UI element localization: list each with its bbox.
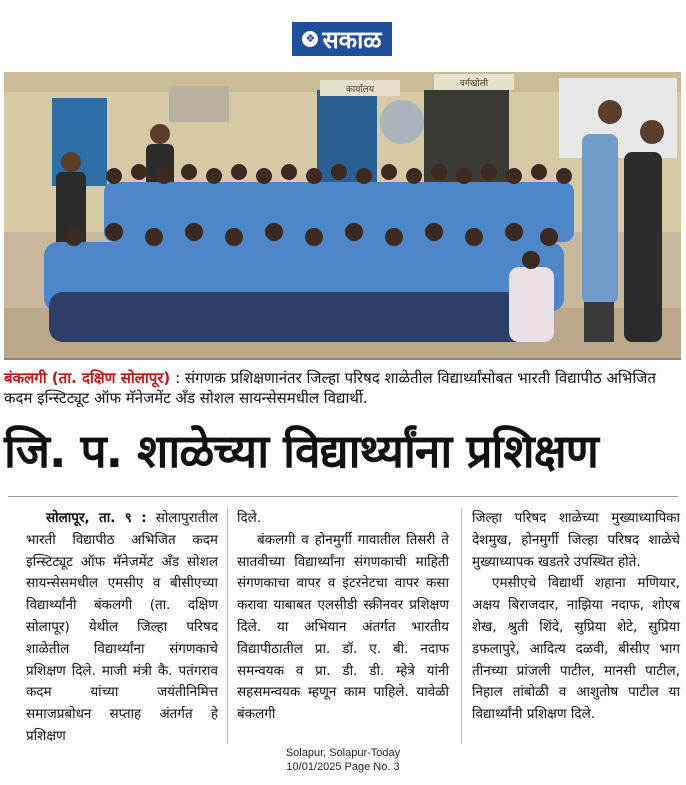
article-text-col2-continued: दिले.: [237, 510, 262, 526]
dateline: सोलापूर, ता. ९ :: [46, 510, 147, 526]
caption-text: : संगणक प्रशिक्षणानंतर जिल्हा परिषद शाळेतील विद्यार्थ्यांसोबत भारती विद्यापीठ अभिजित कदम इन्स्टिट्यूट ऑफ मॅनेजमेंट अँड सोशल सायन्सेसमधील विद्यार्थी.: [4, 369, 656, 407]
newspaper-masthead: [292, 22, 392, 56]
headline: जि. प. शाळेच्या विद्यार्थ्यांना प्रशिक्षण: [4, 424, 598, 478]
article-text-col2: बंकलगी व होनमुर्गी गावातील तिसरी ते सातवीच्या विद्यार्थ्यांना संगणकाची माहिती संगणकाचा वापर व इंटरनेटचा वापर कसा करावा याबाबत एलसीडी स्क्रीनवर प्रशिक्षण दिले. या अभियान अंतर्गत भारतीय विद्यापीठातील प्रा. डॉ. ए. बी. नदाफ समन्वयक व प्रा. डी. डी. म्हेत्रे यांनी सहसमन्वयक म्हणून काम पाहिले. यावेळी बंकलगी: [237, 531, 449, 723]
photo-caption: [4, 368, 680, 408]
headline-divider: [8, 496, 678, 497]
article-column-3: [472, 508, 680, 726]
masthead-name: सकाळ: [322, 25, 382, 54]
wall-sign-left: कार्यालय: [345, 85, 375, 95]
column-divider: [461, 508, 462, 744]
article-column-1: [26, 508, 218, 748]
page-footer: [0, 746, 686, 774]
article-text-col3-continued: जिल्हा परिषद शाळेच्या मुख्याध्यापिका देशमुख, होनमुर्गी जिल्हा परिषद शाळेचे मुख्याध्यापक खडतरे उपस्थित होते.: [472, 510, 680, 570]
article-text-col1: सोलापुरातील भारती विद्यापीठ अभिजित कदम इन्स्टिट्यूट ऑफ मॅनेजमेंट अँड सोशल सायन्सेसमधील एमसीए व बीसीएच्या विद्यार्थ्यांनी बंकलगी (ता. दक्षिण सोलापूर) येथील जिल्हा परिषद शाळेतील विद्यार्थ्यांना संगणकाचे प्रशिक्षण दिले. माजी मंत्री कै. पतंगराव कदम यांच्या जयंतीनिमित्त समाजप्रबोधन सप्ताह अंतर्गत हे प्रशिक्षण: [26, 510, 218, 744]
wall-sign-right: वर्गखोली: [459, 79, 489, 89]
footer-date-page: 10/01/2025 Page No. 3: [286, 761, 400, 773]
footer-edition: Solapur, Solapur-Today: [285, 747, 401, 759]
column-divider: [227, 508, 228, 744]
article-text-col3: एमसीएचे विद्यार्थी शहाना मणियार, अक्षय बिराजदार, नाझिया नदाफ, शोएब शेख, श्रुती शिंदे, सुप्रिया शेटे, सुप्रिया डफलापुरे, आदित्य दळवी, बीसीए भाग तीनच्या प्रांजली पाटील, मानसी पाटील, निहाल तांबोळी व आशुतोष पाटील या विद्यार्थ्यांनी प्रशिक्षण दिले.: [472, 575, 680, 723]
masthead-emblem-icon: ❖: [302, 31, 318, 47]
news-photo: [4, 72, 681, 360]
article-column-2: [237, 508, 449, 726]
caption-place: बंकलगी (ता. दक्षिण सोलापूर): [4, 369, 171, 387]
